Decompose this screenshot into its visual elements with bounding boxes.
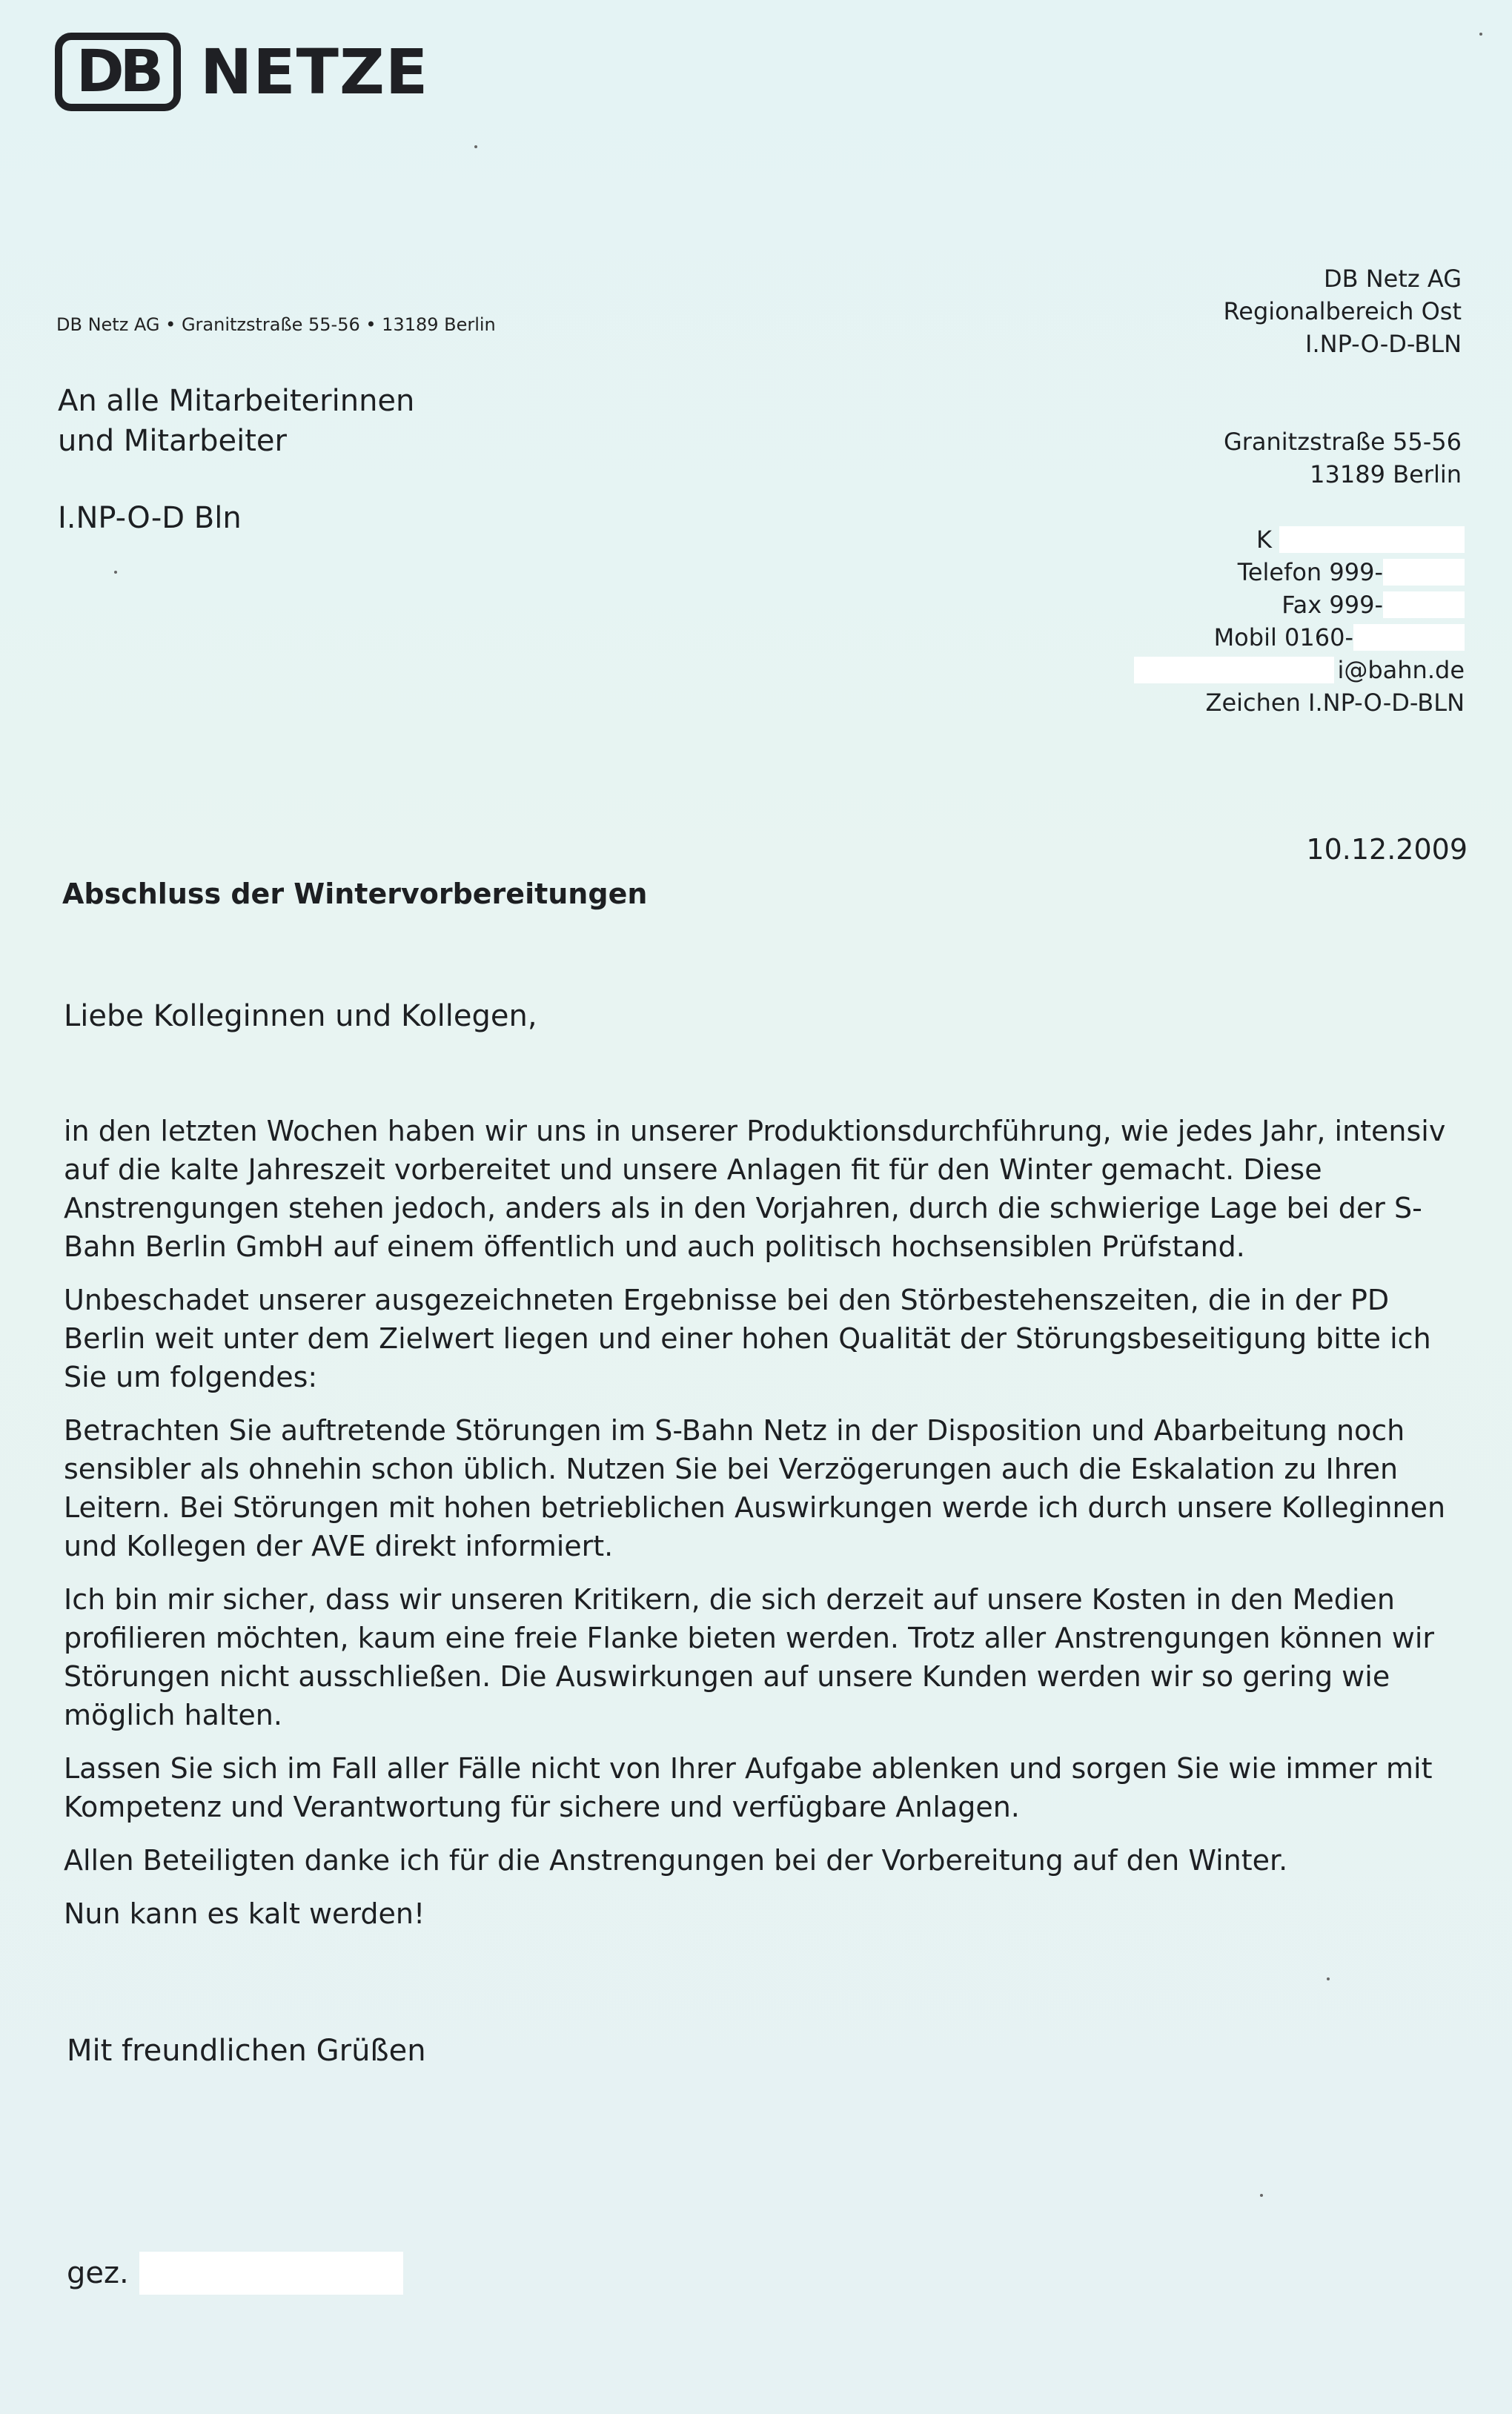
body-paragraph: Betrachten Sie auftretende Störungen im S-Bahn Netz in der Disposition und Abarbeitung noch sensibler als ohnehin schon üblich. Nutzen Sie bei Verzögerungen auch die Eskalation zu Ihren Leitern. Bei Störungen mit hohen betrieblichen Auswirkungen werde ich durch unsere Kolleginnen und Kollegen der AVE direkt informiert.	[64, 1414, 1446, 1562]
contact-mobile-label: Mobil 0160-	[1213, 623, 1353, 651]
db-netze-logo	[55, 33, 428, 111]
recipient-block	[58, 381, 414, 461]
redaction-bar	[1353, 624, 1465, 651]
redaction-bar	[1383, 591, 1465, 618]
closing-exclamation: Nun kann es kalt werden!	[64, 1897, 425, 1930]
org-header-block	[1076, 262, 1462, 360]
db-logo-mark: DB	[55, 33, 181, 111]
scan-speck	[1260, 2194, 1263, 2197]
contact-reference	[1079, 686, 1465, 719]
contact-name-initial: K	[1256, 525, 1272, 554]
recipient-line-1: An alle Mitarbeiterinnen	[58, 384, 415, 418]
contact-fax	[1079, 588, 1465, 621]
recipient-line-2: und Mitarbeiter	[58, 424, 287, 458]
org-name: DB Netz AG	[1323, 265, 1462, 293]
contact-fax-label: Fax 999-	[1281, 591, 1383, 619]
signature-line	[67, 2252, 403, 2295]
org-unit-code: I.NP-O-D-BLN	[1305, 330, 1462, 358]
body-paragraph: Allen Beteiligten danke ich für die Anstrengungen bei der Vorbereitung auf den Winter.	[64, 1844, 1288, 1877]
contact-phone	[1079, 556, 1465, 588]
letter-greeting: Liebe Kolleginnen und Kollegen,	[64, 999, 537, 1033]
body-paragraph: Lassen Sie sich im Fall aller Fälle nicht von Ihrer Aufgabe ablenken und sorgen Sie wie immer mit Kompetenz und Verantwortung für sichere und verfügbare Anlagen.	[64, 1752, 1433, 1823]
letter-date: 10.12.2009	[1306, 833, 1468, 866]
sign-off: Mit freundlichen Grüßen	[67, 2034, 426, 2068]
org-street: Granitzstraße 55-56	[1223, 428, 1462, 456]
contact-name	[1079, 523, 1465, 556]
body-paragraph: Unbeschadet unserer ausgezeichneten Ergebnisse bei den Störbestehenszeiten, die in der PD Berlin weit unter dem Zielwert liegen und einer hohen Qualität der Störungsbeseitigung bitte ich Sie um folgendes:	[64, 1284, 1431, 1393]
body-paragraph: Ich bin mir sicher, dass wir unseren Kritikern, die sich derzeit auf unsere Kosten in den Medien profilieren möchten, kaum eine freie Flanke bieten werden. Trotz aller Anstrengungen können wir Störungen nicht ausschließen. Die Auswirkungen auf unsere Kunden werden wir so gering wie möglich halten.	[64, 1583, 1434, 1731]
contact-mobile	[1079, 621, 1465, 654]
scan-speck	[1327, 1977, 1330, 1980]
contact-block	[1079, 523, 1465, 719]
sender-address-line: DB Netz AG • Granitzstraße 55-56 • 13189 Berlin	[56, 314, 496, 335]
recipient-unit: I.NP-O-D Bln	[58, 501, 242, 535]
contact-email	[1079, 654, 1465, 686]
org-region: Regionalbereich Ost	[1223, 297, 1462, 325]
scan-speck	[114, 571, 117, 574]
redaction-bar	[1383, 559, 1465, 586]
contact-phone-label: Telefon 999-	[1237, 558, 1383, 586]
body-paragraph: in den letzten Wochen haben wir uns in unserer Produktionsdurchführung, wie jedes Jahr, intensiv auf die kalte Jahreszeit vorbereitet und unsere Anlagen fit für den Winter gemacht. Diese Anstrengungen stehen jedoch, anders als in den Vorjahren, durch die schwierige Lage bei der S-Bahn Berlin GmbH auf einem öffentlich und auch politisch hochsensiblen Prüfstand.	[64, 1115, 1446, 1263]
letter-body	[64, 1112, 1457, 1948]
redaction-bar	[1134, 657, 1334, 683]
redaction-bar	[1279, 526, 1465, 553]
scan-speck	[1479, 33, 1482, 36]
signature-redaction-bar	[139, 2252, 403, 2295]
signature-prefix: gez.	[67, 2256, 129, 2290]
org-address-block	[1076, 425, 1462, 491]
contact-email-text: i@bahn.de	[1337, 656, 1465, 684]
contact-reference-text: Zeichen I.NP-O-D-BLN	[1205, 689, 1465, 717]
scan-speck	[474, 145, 477, 148]
org-city: 13189 Berlin	[1310, 460, 1462, 488]
letter-subject: Abschluss der Wintervorbereitungen	[62, 878, 648, 910]
logo-wordmark: NETZE	[200, 36, 429, 108]
